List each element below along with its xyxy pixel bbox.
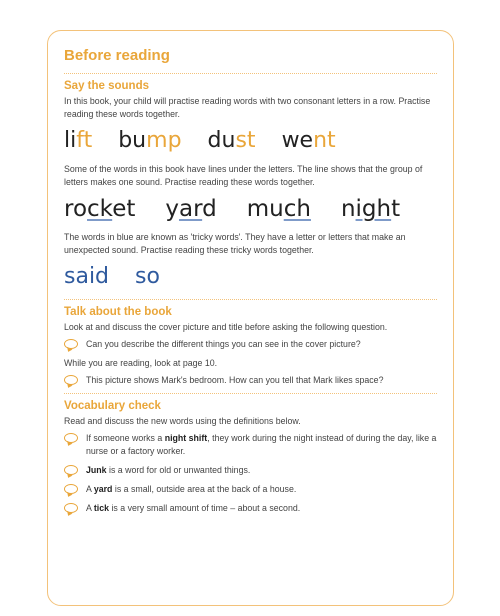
- tricky-intro: The words in blue are known as 'tricky words'. They have a letter or letters that make an unexpected sound. Practise reading these tricky words together.: [64, 232, 406, 255]
- vocab-item: [64, 483, 437, 496]
- vocab-text: Junk is a word for old or unwanted things.: [86, 465, 251, 475]
- lines-intro: Some of the words in this book have lines under the letters. The line shows that the group of letters makes one sound. Practise reading these words together.: [64, 164, 423, 187]
- tricky-words-row: [64, 263, 437, 291]
- talk-middle: While you are reading, look at page 10.: [64, 358, 218, 368]
- vocab-intro: Read and discuss the new words using the definitions below.: [64, 416, 301, 426]
- word-rocket: rocket: [64, 196, 136, 222]
- speech-bubble-icon: [64, 339, 78, 349]
- tricky-word-so: so: [135, 264, 160, 289]
- word-dust: dust: [207, 128, 256, 153]
- consonant-words-row: [64, 127, 437, 155]
- divider: [64, 299, 437, 300]
- word-night: night: [340, 196, 401, 222]
- speech-bubble-icon: [64, 465, 78, 475]
- speech-bubble-icon: [64, 503, 78, 513]
- before-reading-card: [47, 30, 454, 606]
- vocab-item: [64, 502, 437, 515]
- word-bump: bump: [118, 128, 182, 153]
- question-text: Can you describe the different things you can see in the cover picture?: [86, 339, 361, 349]
- speech-bubble-icon: [64, 375, 78, 385]
- divider: [64, 393, 437, 394]
- question-text: This picture shows Mark's bedroom. How can you tell that Mark likes space?: [86, 375, 384, 385]
- word-yard: yard: [165, 196, 217, 222]
- tricky-word-said: said: [64, 264, 110, 289]
- talk-about-book-heading: Talk about the book: [64, 306, 172, 318]
- vocab-text: A tick is a very small amount of time – about a second.: [86, 503, 301, 513]
- question-item: [64, 338, 437, 351]
- page-title: Before reading: [64, 47, 170, 64]
- sounds-intro: In this book, your child will practise reading words with two consonant letters in a row. Practise reading these words together.: [64, 96, 431, 119]
- say-the-sounds-heading: Say the sounds: [64, 80, 149, 92]
- divider: [64, 73, 437, 74]
- word-much: much: [246, 196, 311, 222]
- speech-bubble-icon: [64, 433, 78, 443]
- underlined-words-row: [64, 195, 437, 223]
- vocab-item: [64, 432, 437, 458]
- talk-intro: Look at and discuss the cover picture and title before asking the following question.: [64, 322, 388, 332]
- question-item: [64, 374, 437, 387]
- vocab-text: If someone works a night shift, they work during the night instead of during the day, like a nurse or a factory worker.: [86, 433, 437, 456]
- speech-bubble-icon: [64, 484, 78, 494]
- vocabulary-check-heading: Vocabulary check: [64, 400, 161, 412]
- word-lift: lift: [64, 128, 93, 153]
- vocab-text: A yard is a small, outside area at the back of a house.: [86, 484, 297, 494]
- word-went: went: [281, 128, 336, 153]
- vocab-item: [64, 464, 437, 477]
